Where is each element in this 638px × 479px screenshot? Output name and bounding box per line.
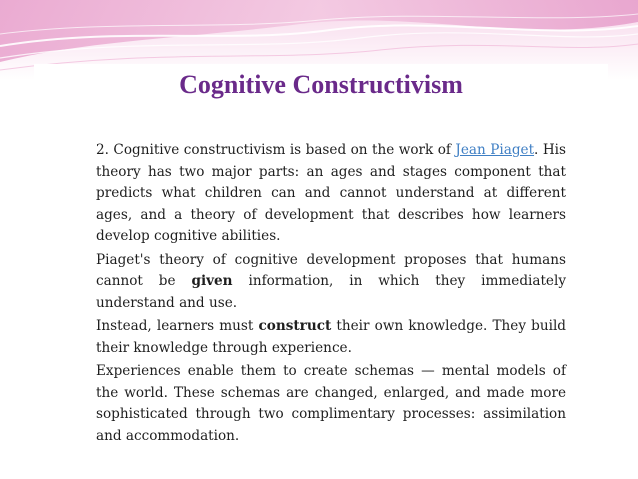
bullet-list [74,140,566,449]
bullet-4-text: Experiences enable them to create schemas — mental models of the world. These schemas are changed, enlarged, and made more sophisticated through two complimentary processes: assimilation and accommodation. [96,363,566,444]
bullet-1-text-end: . His theory has two major parts: an ages and stages component that predicts what children can and cannot understand at different ages, and a theory of development that describes how learners develop cognitive abilities. [96,142,567,244]
bullet-2-text-end: information, in which they immediately understand and use. [96,273,567,311]
jean-piaget-link[interactable]: Jean Piaget [455,142,535,158]
bullet-2-bold-word: given [191,273,233,289]
bullet-item-3 [74,316,566,359]
bullet-2-text-start: Piaget's theory of cognitive development proposes that humans cannot be [96,251,566,289]
bullet-1-text-start: 2. Cognitive constructivism is based on the work of [96,142,456,158]
bullet-3-text-start: Instead, learners must [96,318,259,334]
bullet-3-bold-word: construct [258,318,332,334]
bullet-3-text-end: their own knowledge. They build their knowledge through experience. [96,318,566,356]
slide-title: Cognitive Constructivism [179,70,463,99]
bullet-item-4 [74,361,566,447]
bullet-item-1 [74,140,566,248]
bullet-item-2 [74,250,566,315]
